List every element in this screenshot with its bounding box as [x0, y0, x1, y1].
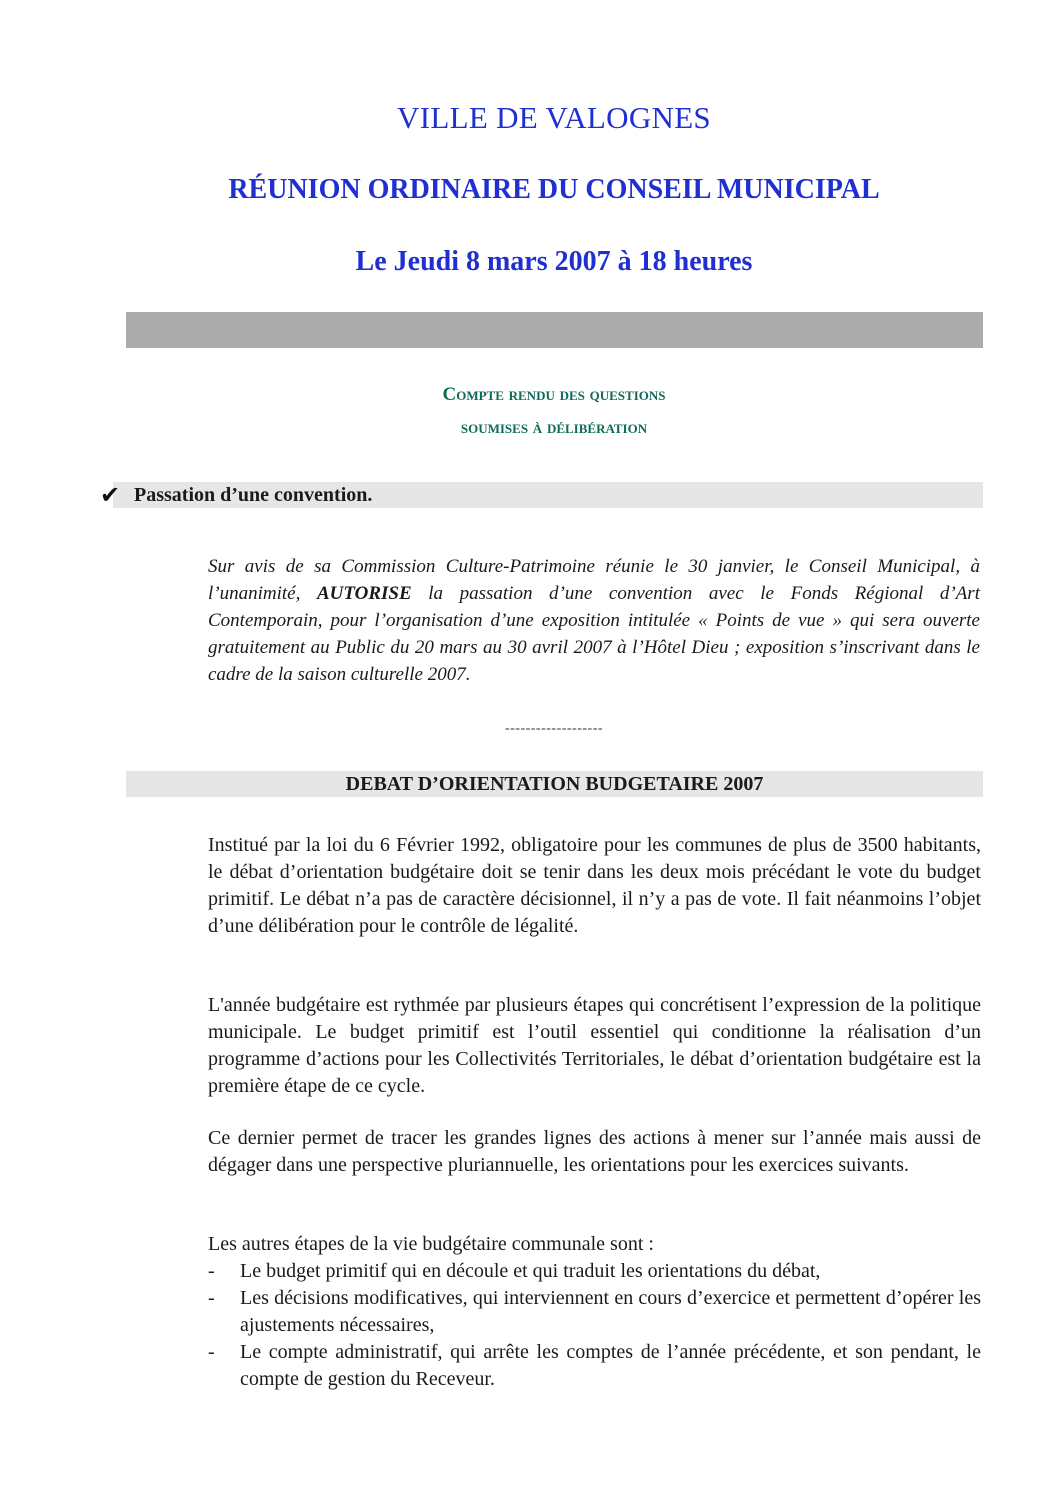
list-dash: - [208, 1287, 215, 1309]
meeting-title: RÉUNION ORDINAIRE DU CONSEIL MUNICIPAL [228, 174, 880, 205]
convention-title: Passation d’une convention. [134, 484, 373, 506]
list-item-text: Le budget primitif qui en découle et qui traduit les orientations du débat, [240, 1260, 821, 1282]
debat-paragraph-3: Ce dernier permet de tracer les grandes lignes des actions à mener sur l’année mais aussi de dégager dans une perspective pluriannuelle, les orientations pour les exercices suivants. [208, 1127, 981, 1176]
list-item [208, 1285, 981, 1339]
meeting-date: Le Jeudi 8 mars 2007 à 18 heures [355, 246, 753, 277]
list-dash: - [208, 1341, 215, 1363]
debat-title: DEBAT D’ORIENTATION BUDGETAIRE 2007 [345, 773, 764, 795]
debat-list-intro: Les autres étapes de la vie budgétaire communale sont : [208, 1233, 654, 1255]
list-dash: - [208, 1260, 215, 1282]
convention-decision: AUTORISE [316, 583, 412, 604]
debat-paragraph-1: Institué par la loi du 6 Février 1992, obligatoire pour les communes de plus de 3500 habitants, le débat d’orientation budgétaire doit se tenir dans les deux mois précédant le vote du budget primitif. Le débat n’a pas de caractère décisionnel, il n’y a pas de vote. Il fait néanmoins l’objet d’une délibération pour le contrôle de légalité. [208, 834, 981, 937]
list-item-text: Le compte administratif, qui arrête les comptes de l’année précédente, et son pendant, le compte de gestion du Receveur. [240, 1341, 981, 1390]
debat-paragraph-2: L'année budgétaire est rythmée par plusieurs étapes qui concrétisent l’expression de la politique municipale. Le budget primitif est l’outil essentiel qui conditionne la réalisation d’un programme d’actions pour les Collectivités Territoriales, le débat d’orientation budgétaire est la première étape de ce cycle. [208, 994, 981, 1097]
list-item [208, 1258, 981, 1285]
list-item [208, 1339, 981, 1393]
convention-text-start: Sur avis de sa Commission Culture-Patrimoine réunie le 30 janvier, le Conseil Municipal, à l’unanimité, [208, 556, 980, 604]
subheading-line-1: Compte rendu des questions [442, 384, 666, 405]
section-separator: ------------------- [504, 721, 604, 736]
budget-steps-list [208, 1258, 981, 1393]
list-item-text: Les décisions modificatives, qui interviennent en cours d’exercice et permettent d’opérer les ajustements nécessaires, [240, 1287, 981, 1336]
checkmark-icon: ✔ [100, 481, 121, 509]
header-divider-band [126, 312, 983, 348]
city-title: VILLE DE VALOGNES [397, 100, 711, 135]
convention-paragraph [208, 553, 980, 688]
convention-text-end: la passation d’une convention avec le Fonds Régional d’Art Contemporain, pour l’organisation d’une exposition intitulée « Points de vue » qui sera ouverte gratuitement au Public du 20 mars au 30 avril 2007 à l’Hôtel Dieu ; exposition s’inscrivant dans le cadre de la saison culturelle 2007. [208, 583, 980, 685]
subheading-line-2: soumises à délibération [460, 417, 648, 438]
